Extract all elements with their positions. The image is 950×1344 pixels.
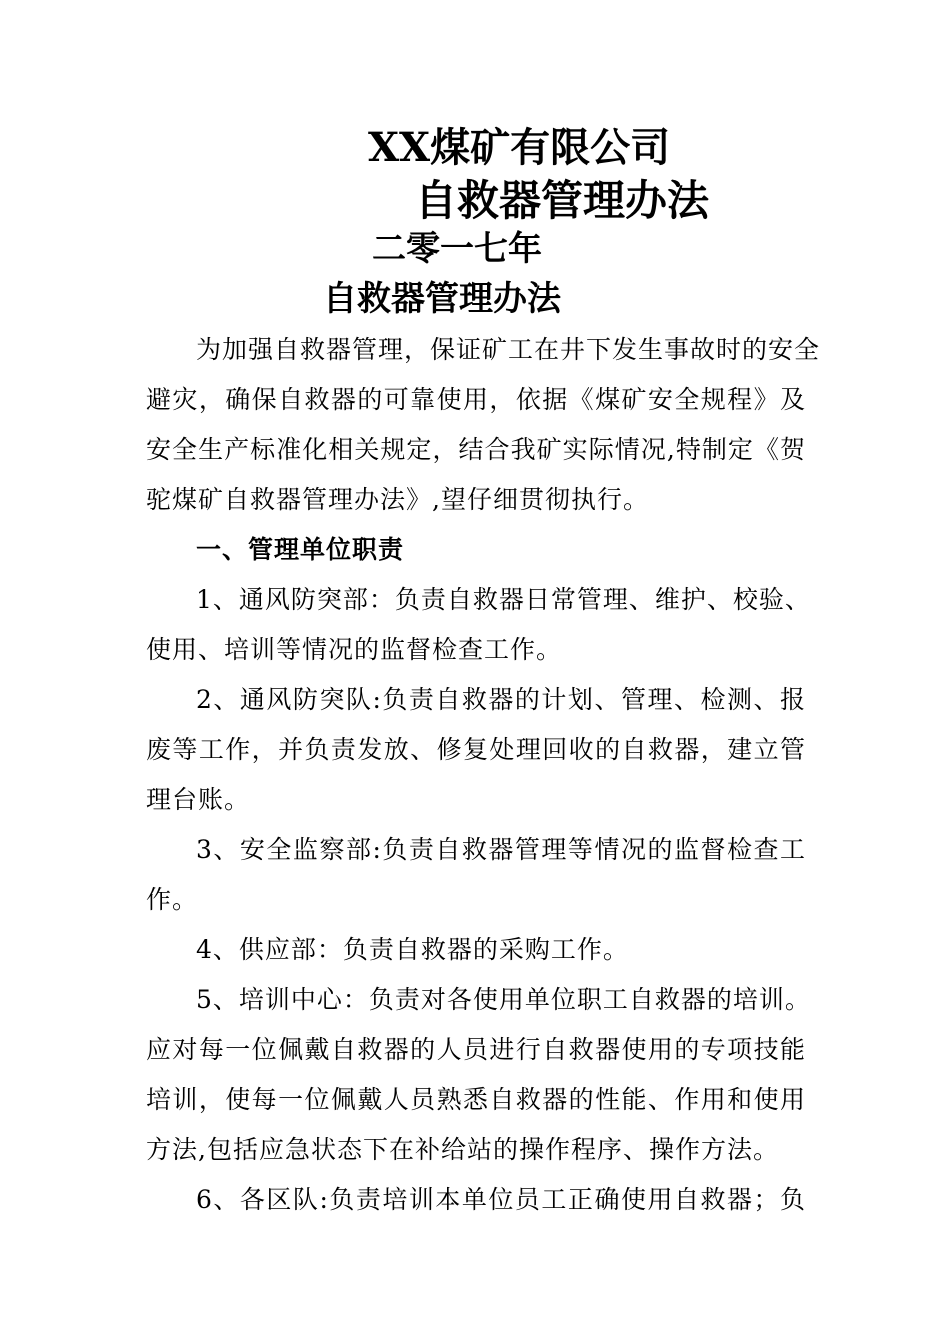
- paragraph-line: 驼煤矿自救器管理办法》,望仔细贯彻执行。: [146, 485, 649, 514]
- paragraph-line: 废等工作，并负责发放、修复处理回收的自救器，建立管: [146, 735, 806, 764]
- paragraph-line: 培训，使每一位佩戴人员熟悉自救器的性能、作用和使用: [146, 1085, 806, 1114]
- paragraph-line: 避灾，确保自救器的可靠使用，依据《煤矿安全规程》及: [146, 385, 806, 414]
- paragraph-line: 使用、培训等情况的监督检查工作。: [146, 635, 563, 664]
- paragraph-line: 5、培训中心：负责对各使用单位职工自救器的培训。: [196, 985, 811, 1014]
- section-title: 自救器管理办法: [323, 279, 561, 319]
- paragraph-line: 4、供应部：负责自救器的采购工作。: [196, 935, 629, 964]
- paragraph-line: 方法,包括应急状态下在补给站的操作程序、操作方法。: [146, 1135, 779, 1164]
- paragraph-line: 2、通风防突队:负责自救器的计划、管理、检测、报: [196, 685, 806, 714]
- paragraph-line: 6、各区队:负责培训本单位员工正确使用自救器；负: [196, 1185, 806, 1214]
- paragraph-line: 安全生产标准化相关规定，结合我矿实际情况,特制定《贺: [146, 435, 806, 464]
- paragraph-line: 应对每一位佩戴自救器的人员进行自救器使用的专项技能: [146, 1035, 806, 1064]
- section-heading: 一、管理单位职责: [196, 535, 405, 564]
- document-title: 自救器管理办法: [415, 176, 710, 225]
- paragraph-line: 3、安全监察部:负责自救器管理等情况的监督检查工: [196, 835, 806, 864]
- paragraph-line: 为加强自救器管理，保证矿工在井下发生事故时的安全: [196, 335, 821, 364]
- document-year: 二零一七年: [372, 229, 542, 269]
- company-title: XX煤矿有限公司: [368, 124, 671, 171]
- paragraph-line: 作。: [146, 885, 199, 914]
- paragraph-line: 1、通风防突部：负责自救器日常管理、维护、校验、: [196, 585, 811, 614]
- paragraph-line: 理台账。: [146, 785, 251, 814]
